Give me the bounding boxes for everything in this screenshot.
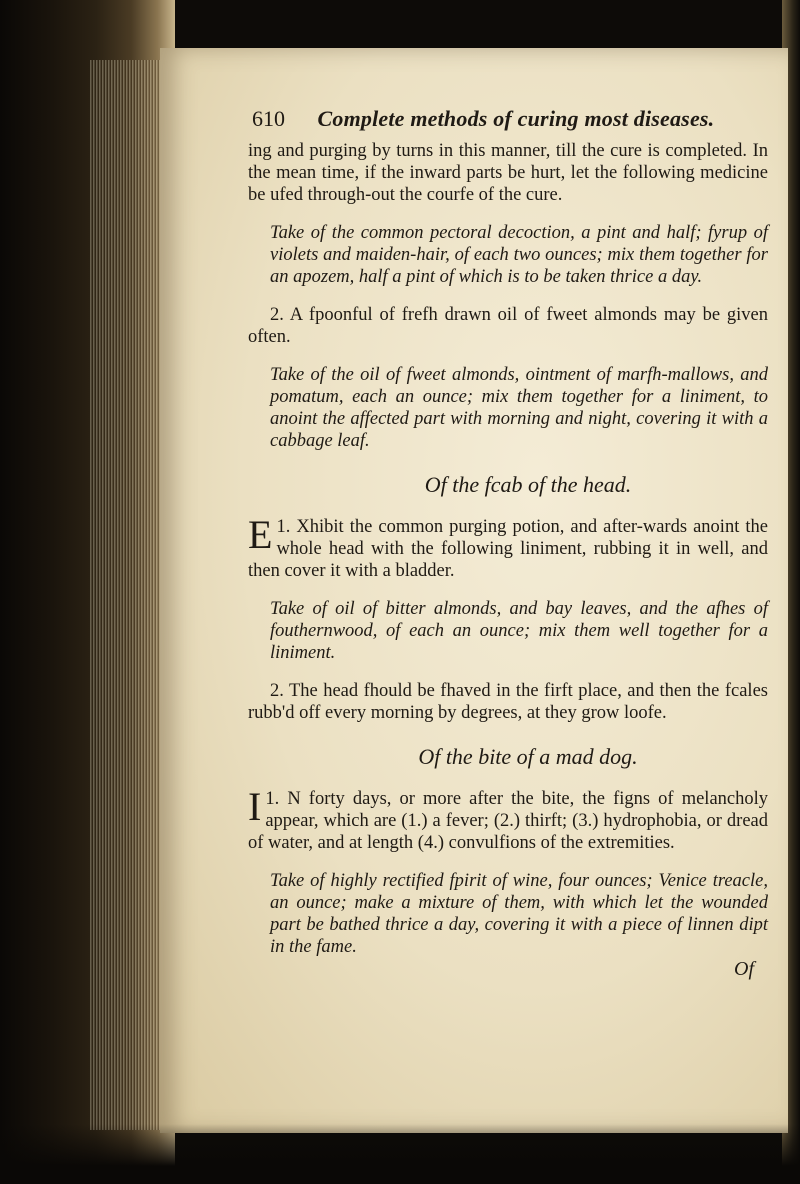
section-heading: Of the bite of a mad dog. <box>418 744 638 769</box>
page-content <box>248 140 768 980</box>
catchword: Of <box>734 958 754 980</box>
paragraph <box>248 784 769 854</box>
drop-cap: E <box>248 512 273 557</box>
paragraph: 2. A fpoonful of frefh drawn oil of fweet almonds may be given often. <box>248 305 768 347</box>
running-head <box>252 106 714 132</box>
paragraph: 2. The head fhould be fhaved in the firft place, and then the fcales rubb'd off every morning by degrees, at they grow loofe. <box>248 681 768 723</box>
paragraph-text: N forty days, or more after the bite, the figns of melancholy appear, which are (1.) a fever; (2.) thirft; (3.) hydrophobia, or dread of water, and at length (4.) convulfions of the extremities. <box>248 789 769 853</box>
page-number: 610 <box>252 106 285 131</box>
paragraph: ing and purging by turns in this manner, till the cure is completed. In the mean time, if the inward parts be hurt, let the following medicine be ufed through-out the courfe of the cure. <box>248 141 768 205</box>
paragraph-number: 1. <box>265 789 280 809</box>
bottom-shadow <box>0 1124 800 1184</box>
recipe: Take of the oil of fweet almonds, ointment of marfh-mallows, and pomatum, each an ounce; mix them together for a liniment, to anoint the affected part with morning and night, covering it with a cabbage leaf. <box>270 365 768 451</box>
recipe: Take of oil of bitter almonds, and bay leaves, and the afhes of fouthernwood, of each an ounce; mix them well together for a liniment. <box>270 599 768 663</box>
paragraph-number: 1. <box>276 517 291 537</box>
recipe: Take of highly rectified fpirit of wine, four ounces; Venice treacle, an ounce; make a mixture of them, with which let the wounded part be bathed thrice a day, covering it with a piece of linnen dipt in the fame. <box>270 871 768 957</box>
page-title: Complete methods of curing most diseases. <box>317 106 715 131</box>
drop-cap: I <box>248 784 262 829</box>
paragraph <box>248 512 768 582</box>
section-heading: Of the fcab of the head. <box>424 472 632 497</box>
paragraph-text: Xhibit the common purging potion, and after-wards anoint the whole head with the following liniment, rubbing it in well, and then cover it with a bladder. <box>248 517 768 581</box>
recipe: Take of the common pectoral decoction, a pint and half; fyrup of violets and maiden-hair, of each two ounces; mix them together for an apozem, half a pint of which is to be taken thrice a day. <box>270 223 768 287</box>
